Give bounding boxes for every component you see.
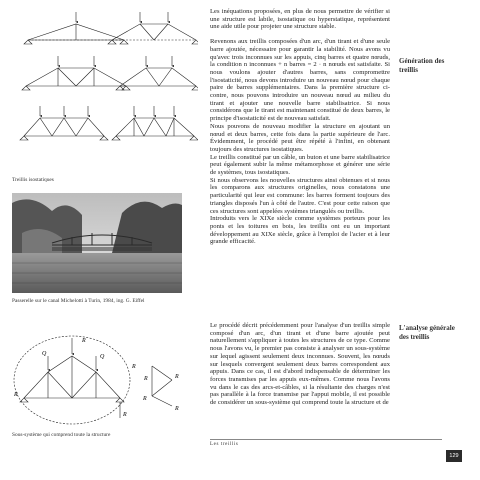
label-rn: R [175,374,179,380]
paragraph-intro: Les inéquations proposées, en plus de nous permettre de vérifier si une structure est labile, isostatique ou hyperstatique, représentent une aide utile pour projeter une structure stable. [210,8,390,31]
heading-generation: Génération des treillis [399,57,445,74]
label-r-small: R [175,406,179,412]
paragraph-modify: Nous pouvons de nouveau modifier la structure en ajoutant un nœud et deux barres, cette fois dans la partie supérieure de l'arc. Évidemment, le procédé peut être répété à l'infini, en obtenant toujours des structures isostatiques. [210,122,390,153]
truss-diagrams [18,6,198,166]
paragraph-analysis: Le procédé décrit précédemment pour l'analyse d'un treillis simple composé d'un arc, d'un tirant et d'une barre ajoutée peut naturellement s'appliquer à toutes les structures de ce type. Comme nous l'avons vu, le premier pas consiste à analyser un sous-système sur lequel agissent seulement deux inconnues. Souvent, les nœuds sur lesquels convergent seulement deux barres correspondent aux appuis. Dans ce cas, il est d'abord indispensable de déterminer les forces transmises par les appuis eux-mêmes. Comme nous l'avons vu dans le cas des arcs-et-câbles, si la résultante des charges n'est pas parallèle à la force transmise par l'appui mobile, il est possible de considérer un sous-système qui comprend toute la structure et de [210,322,390,407]
main-text [210,8,390,246]
running-title: Les treillis [210,442,239,447]
label-r2: R [132,364,136,370]
label-r1: R [82,338,86,344]
label-q1: Q [42,351,47,357]
subsystem-diagram [12,328,192,428]
truss-1 [24,12,128,44]
truss-5 [20,106,108,140]
paragraph-history: Introduits vers le XIXe siècle comme systèmes porteurs pour les ponts et les toitures en bois, les treillis ont eu un important développement au XIXe siècle, grâce à l'emploi de l'acier et à leur grande efficacité. [210,215,390,246]
footer-rule [210,439,442,440]
caption-subsystem: Sous-système qui comprend toute la structure [12,432,111,438]
heading-analysis: L'analyse générale des treillis [399,324,455,341]
label-p2: R [143,396,147,402]
page-number: 129 [446,450,462,462]
truss-4 [116,56,198,90]
caption-trusses: Treillis isostatiques [12,177,54,183]
truss-3 [22,56,130,90]
truss-6 [112,106,198,140]
label-rm: R [123,412,127,418]
paragraph-generation: Revenons aux treillis composées d'un arc, d'un tirant et d'une seule barre ajoutée, nécessaire pour garantir la stabilité. Nous avons vu qu'avec trois inconnues sur les appuis, cinq barres et quatre nœuds, la condition n inconnues + n barres = 2 · n nœuds est satisfaite. Si nous voulons ajouter d'autres barres, sans compromettre l'isostaticité, nous devons introduire un nouveau nœud pour chaque paire de barres supplémentaires. Dans la première structure ci-contre, nous pouvons introduire un nouveau nœud au milieu du tirant et ajouter une nouvelle barre stabilisatrice. Si nous considérons que le tirant est maintenant constitué de deux barres, le principe d'isostaticité est de nouveau satisfait. [210,38,390,123]
paragraph-cable: Le treillis constitué par un câble, un buton et une barre stabilisatrice peut également subir la même métamorphose et générer une série de systèmes, tous isostatiques. [210,153,390,177]
main-text-analysis [210,322,390,407]
bridge-photo [12,193,182,293]
label-q2: Q [100,354,105,360]
paragraph-observe: Si nous observons les nouvelles structures ainsi obtenues et si nous les comparons aux structures originelles, nous constatons une particularité qui leur est commune: les barres forment toujours des triangles disposés l'un à côté de l'autre. C'est pour cette raison que ces structures sont appelées systèmes triangulés ou treillis. [210,176,390,215]
label-p1: R [144,376,148,382]
label-r-left: R [14,392,18,398]
caption-photo: Passerelle sur le canal Michelotti à Turin, 1984, ing. G. Eiffel [12,298,145,304]
